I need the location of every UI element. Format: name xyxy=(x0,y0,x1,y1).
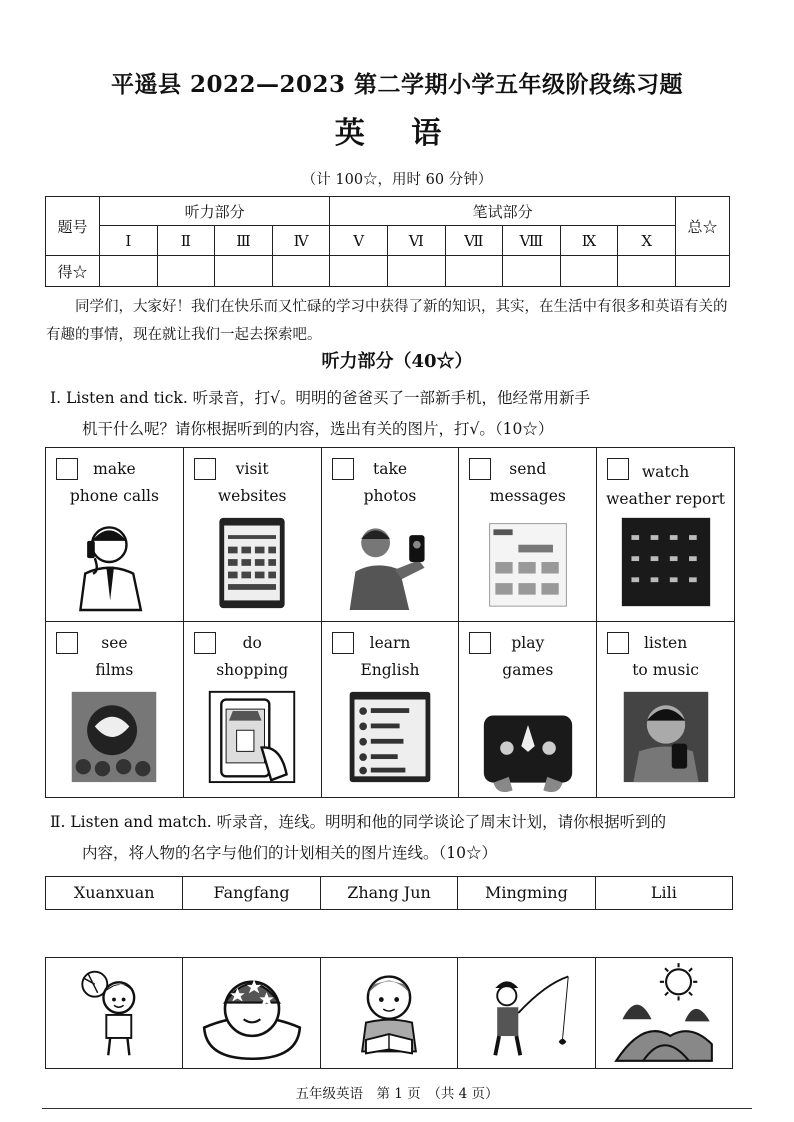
numeral-cell: Ⅷ xyxy=(503,226,561,256)
name-cell[interactable]: Zhang Jun xyxy=(321,877,458,909)
plan-picture[interactable] xyxy=(183,958,320,1068)
option-label: websites xyxy=(217,487,287,505)
option-english[interactable] xyxy=(321,622,459,798)
fishing-icon xyxy=(478,961,574,1065)
plan-picture[interactable] xyxy=(46,958,183,1068)
ball-boy-icon xyxy=(66,961,162,1065)
option-label: shopping xyxy=(216,661,289,679)
option-label: messages xyxy=(489,487,566,505)
plan-picture[interactable] xyxy=(321,958,458,1068)
question-1-options xyxy=(45,447,735,798)
exam-title: 平遥县 2022—2023 第二学期小学五年级阶段练习题 xyxy=(110,71,684,98)
question-1-line-2: 机干什么呢？请你根据听到的内容，选出有关的图片，打√。（10☆） xyxy=(82,420,554,438)
score-cell[interactable] xyxy=(100,256,158,287)
numeral-cell: Ⅳ xyxy=(272,226,330,256)
score-cell[interactable] xyxy=(387,256,445,287)
option-label: visit xyxy=(235,460,269,478)
score-row-label: 得☆ xyxy=(46,256,100,287)
intro-paragraph: 同学们，大家好！我们在快乐而又忙碌的学习中获得了新的知识，其实，在生活中有很多和英语有关的有趣的事情，现在就让我们一起去探索吧。 xyxy=(46,299,728,343)
option-label: learn xyxy=(369,634,411,652)
option-films[interactable] xyxy=(46,622,184,798)
numeral-cell: Ⅵ xyxy=(387,226,445,256)
option-label: take xyxy=(372,460,408,478)
option-label: do xyxy=(242,634,262,652)
name-cell[interactable]: Xuanxuan xyxy=(46,877,183,909)
option-phone-calls[interactable] xyxy=(46,448,184,622)
total-label: 总☆ xyxy=(676,197,730,256)
score-cell[interactable] xyxy=(618,256,676,287)
option-label: listen xyxy=(643,634,688,652)
swimming-icon xyxy=(197,961,307,1065)
score-cell[interactable] xyxy=(272,256,330,287)
score-info: （计 100☆，用时 60 分钟） xyxy=(301,172,493,188)
section-heading: 听力部分（40☆） xyxy=(321,351,473,372)
numeral-cell: Ⅰ xyxy=(100,226,158,256)
numeral-cell: Ⅲ xyxy=(215,226,273,256)
option-label: films xyxy=(95,661,134,679)
option-weather-report[interactable] xyxy=(597,448,735,622)
score-cell[interactable] xyxy=(445,256,503,287)
plan-picture[interactable] xyxy=(458,958,595,1068)
score-cell[interactable] xyxy=(157,256,215,287)
phone-call-icon xyxy=(66,512,162,612)
question-1-instructions xyxy=(50,383,740,445)
numeral-cell: Ⅹ xyxy=(618,226,676,256)
option-label: see xyxy=(101,634,128,652)
writing-part-label: 笔试部分 xyxy=(330,197,676,226)
question-2-line-1: Ⅱ. Listen and match. 听录音，连线。明明和他的同学谈论了周末计划，请你根据听到的 xyxy=(50,813,667,831)
option-music[interactable] xyxy=(597,622,735,798)
question-number-label: 题号 xyxy=(46,197,100,256)
name-cell[interactable]: Mingming xyxy=(458,877,595,909)
option-label: phone calls xyxy=(69,487,159,505)
score-cell[interactable] xyxy=(560,256,618,287)
option-label: watch xyxy=(641,463,690,481)
numeral-cell: Ⅸ xyxy=(560,226,618,256)
numeral-cell: Ⅱ xyxy=(157,226,215,256)
message-icon xyxy=(480,512,576,612)
game-icon xyxy=(480,700,576,800)
option-shopping[interactable] xyxy=(183,622,321,798)
numeral-cell: Ⅶ xyxy=(445,226,503,256)
option-label: make xyxy=(93,460,136,478)
camera-icon xyxy=(342,512,438,612)
option-photos[interactable] xyxy=(321,448,459,622)
names-row xyxy=(45,876,733,910)
subject-title: 英 语 xyxy=(334,116,460,151)
name-cell[interactable]: Lili xyxy=(650,883,677,902)
option-games[interactable] xyxy=(459,622,597,798)
option-websites[interactable] xyxy=(183,448,321,622)
numeral-cell: Ⅴ xyxy=(330,226,388,256)
music-icon xyxy=(618,686,714,786)
score-cell[interactable] xyxy=(503,256,561,287)
question-1-line-1: Ⅰ. Listen and tick. 听录音，打√。明明的爸爸买了一部新手机，他经常用新手 xyxy=(50,389,591,407)
shopping-icon xyxy=(204,686,300,786)
option-label: English xyxy=(360,661,420,679)
score-cell[interactable] xyxy=(215,256,273,287)
score-table xyxy=(45,196,730,287)
option-label: to music xyxy=(632,661,699,679)
total-score-cell[interactable] xyxy=(676,256,730,287)
option-label: send xyxy=(509,460,547,478)
option-label: photos xyxy=(363,487,417,505)
score-cell[interactable] xyxy=(330,256,388,287)
page-footer: 五年级英语 第 1 页 （共 4 页） xyxy=(295,1086,499,1102)
option-messages[interactable] xyxy=(459,448,597,622)
plan-picture[interactable] xyxy=(596,958,732,1068)
english-icon xyxy=(342,686,438,786)
footer-rule xyxy=(42,1108,752,1109)
option-label: games xyxy=(502,661,554,679)
drawing-icon xyxy=(612,961,716,1065)
reading-icon xyxy=(341,961,437,1065)
question-2-instructions xyxy=(50,807,740,869)
listening-part-label: 听力部分 xyxy=(100,197,330,226)
plan-pictures-row xyxy=(45,957,733,1069)
option-label: weather report xyxy=(606,490,726,508)
name-cell[interactable]: Fangfang xyxy=(183,877,320,909)
website-icon xyxy=(204,512,300,612)
question-2-line-2: 内容，将人物的名字与他们的计划相关的图片连线。（10☆） xyxy=(82,844,497,862)
film-icon xyxy=(66,686,162,786)
option-label: play xyxy=(511,634,545,652)
weather-icon xyxy=(618,512,714,612)
